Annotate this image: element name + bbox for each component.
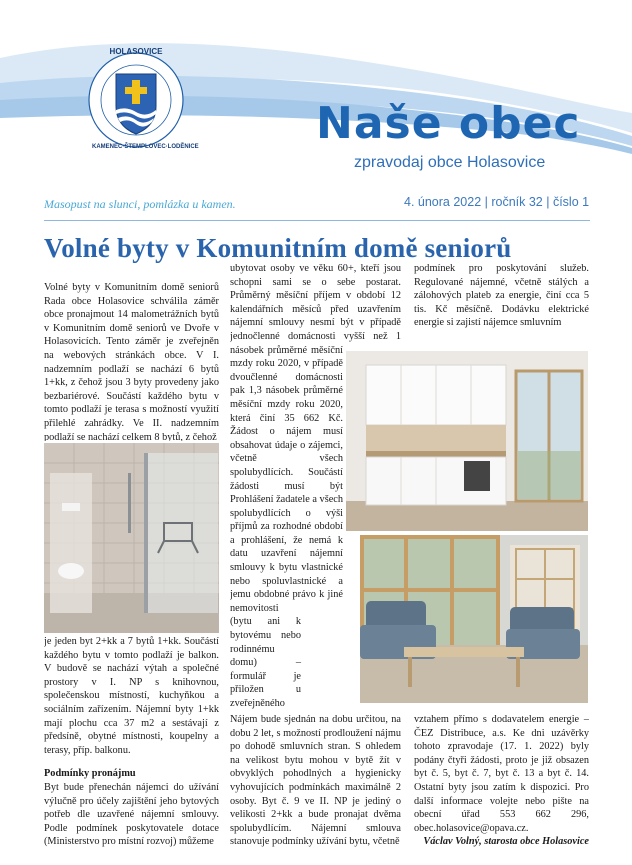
author-signature: Václav Volný, starosta obce Holasovice [423, 836, 589, 848]
section-heading-conditions: Podmínky pronájmu [44, 768, 136, 780]
newsletter-subtitle: zpravodaj obce Holasovice [354, 154, 546, 171]
column-2-wrap-note [230, 351, 340, 531]
article-paragraph: Byt bude přenechán nájemci do užívání výlučně pro účely zajištění jeho bytových potřeb dle uzavřené nájemní smlouvy. Podle podmínek poskytovatele dotace (Ministerstvo pro místní rozvoj) můžeme [44, 781, 219, 848]
article-paragraph: vztahem přímo s dodavatelem energie – ČEZ Distribuce, a.s. Ke dni uzávěrky tohoto zpravodaje (17. 1. 2022) byly podány čtyři žádosti, proto je již obsazen byt č. 5, byt č. 7, byt č. 13 a byt č. 14. Ostatní byty jsou zatím k dispozici. Pro další informace volejte nebo pište na obecní úřad 553 662 296, obec.holasovice@opava.cz. [414, 714, 589, 834]
masthead-divider [44, 220, 590, 221]
issue-motto: Masopust na slunci, pomlázka u kamen. [44, 197, 236, 211]
newsletter-title: Naše obec [316, 98, 581, 149]
column-3-top [414, 262, 589, 347]
article-paragraph: podmínek pro poskytování služeb. Regulované nájemné, včetně stálých a zálohových plateb za energie, činí cca 5 tis. Kč měsíčně. Dodávku elektrické energie si zajistí nájemce smluvním [414, 263, 589, 329]
column-1-bottom [44, 635, 219, 865]
crest-ring-text: KAMENEC·ŠTEMPLOVEC·LODĚNICE [92, 144, 199, 150]
article-paragraph: Nájem bude sjednán na dobu určitou, na dobu 2 let, s možností prodloužení nájmu po dohodě smluvních stran. S ohledem na velikost bytu mohou v bytě žít v obvyklých pohodlných a hygienicky vyhovujících podmínkách maximálně 2 osoby. Byt č. 9 ve II. NP je jediný o velikosti 2+kk a bude pronajat dvěma spolubydlícím. Nájemní smlouva stanovuje podmínky užívání bytu, včetně [230, 714, 401, 848]
crest-label: HOLASOVICE [109, 47, 163, 56]
article-paragraph: ubytovat osoby ve věku 60+, kteří jsou schopni sami se o sebe postarat. Průměrný měsíční příjem v období 12 kalendářních měsíců před uzavřením nájemní smlouvy nesmí být v případě jednočlenné domácnosti vyšší než 1 násobek průměrné měsíční mzdy roku 2020, v případě dvoučlenné domácnosti pak 1,3 násobek průměrné měsíční mzdy roku 2020, která činí 35 662 Kč. Žádost o nájem musí obsahovat údaje o zájemci, včetně všech spolubydlících. Součástí žádosti musí být Prohlášení žadatele a všech spolubydlících o výši příjmů za rozhodné období a prohlášení, že nemá k datu uzavření nájemní smlouvy k bytu vlastnické nebo spoluvlastnické a jemu obdobné právo k jiné nemovitosti (bytu ani k bytovému nebo rodinnému domu) – formulář je přiložen u zveřejněného [230, 263, 401, 709]
article-paragraph: je jeden byt 2+kk a 7 bytů 1+kk. Součástí každého bytu v tomto podlaží je balkon. V budově se nachází výtah a společné prostory v I. NP s knihovnou, společenskou místností, kuchyňkou a sociálním zařízením. Nájemní byty 1+kk mají plochu cca 37 m2 a sestávají z předsíně, obytné místnosti, koupelny a terasy, příp. balkonu. [44, 636, 219, 756]
article-headline: Volné byty v Komunitním domě seniorů [44, 233, 512, 263]
column-3-bottom [414, 713, 589, 865]
column-1-top [44, 281, 219, 441]
article-paragraph: Volné byty v Komunitním domě seniorů Rada obce Holasovice schválila záměr obce pronajmout 14 malometrážních bytů v Komunitním domě seniorů ve Dvoře v Holasovicích. Tento záměr je zveřejněn na webových stránkách obce. V I. nadzemním podlaží se nachází 6 bytů 1+kk, z čehož jsou 3 byty provedeny jako bezbariérové. Součástí každého bytu v tomto podlaží je terasa s možností využití přilehlé zahrádky. Ve II. nadzemním podlaží se nachází celkem 8 bytů, z čehož [44, 282, 219, 441]
bathroom-photo [44, 443, 219, 633]
living-room-photo [360, 535, 588, 703]
issue-info: 4. února 2022 | ročník 32 | číslo 1 [404, 195, 590, 209]
village-crest [86, 44, 199, 156]
kitchen-photo [346, 351, 588, 531]
column-2-bottom [230, 713, 401, 865]
